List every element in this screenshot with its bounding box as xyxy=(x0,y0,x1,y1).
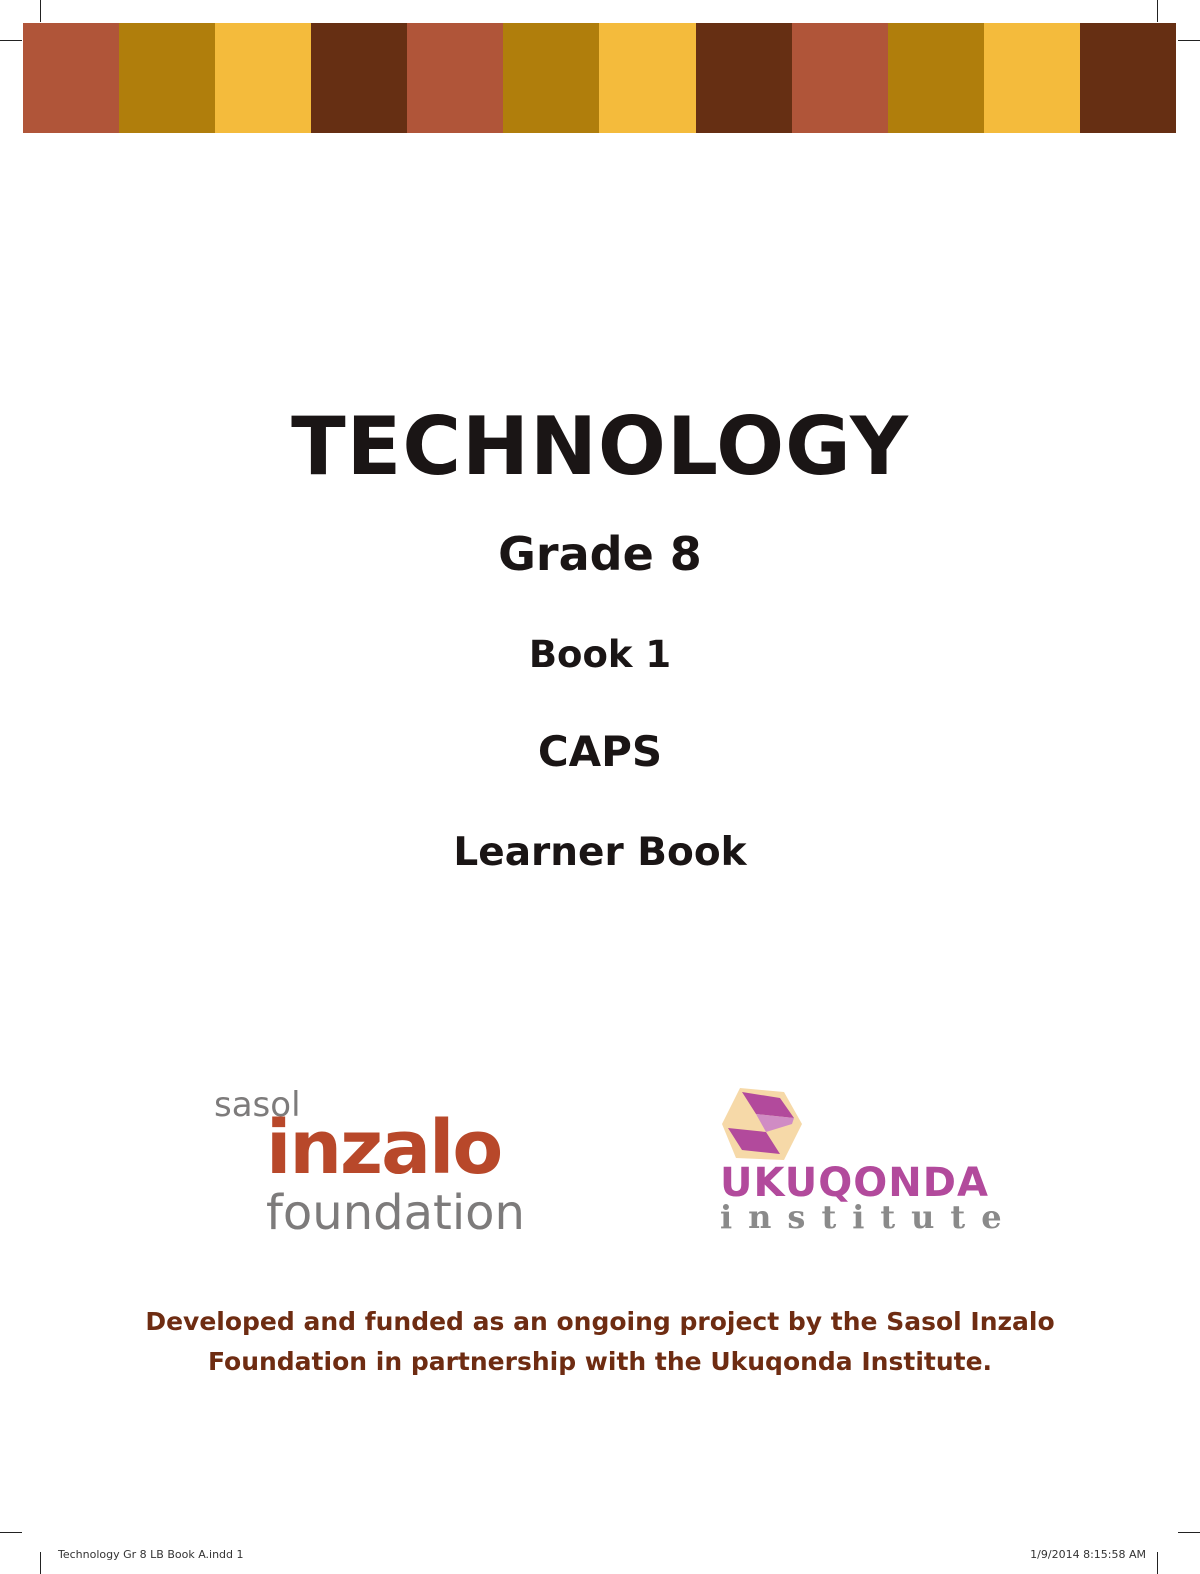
stripe-block xyxy=(696,23,792,133)
crop-mark xyxy=(1178,40,1200,41)
credit-statement xyxy=(100,1302,1100,1382)
foundation-logo-text: foundation xyxy=(266,1185,525,1241)
crop-mark xyxy=(1178,1532,1200,1533)
stripe-block xyxy=(23,23,119,133)
ukuqonda-logo-text: UKUQONDA xyxy=(720,1160,989,1206)
institute-logo-text: institute xyxy=(720,1198,1018,1236)
stripe-block xyxy=(599,23,695,133)
stripe-block xyxy=(503,23,599,133)
inzalo-logo-text: inzalo xyxy=(266,1105,502,1191)
stripe-block xyxy=(792,23,888,133)
cover-title: TECHNOLOGY xyxy=(291,400,909,493)
ukuqonda-mark-icon xyxy=(722,1088,802,1160)
cover-curriculum: CAPS xyxy=(537,727,663,776)
stripe-block xyxy=(215,23,311,133)
crop-mark xyxy=(1157,0,1158,22)
crop-mark xyxy=(0,40,22,41)
print-slug-filename: Technology Gr 8 LB Book A.indd 1 xyxy=(58,1548,244,1561)
credit-line-2: Foundation in partnership with the Ukuqonda Institute. xyxy=(207,1347,993,1376)
sasol-inzalo-logo xyxy=(212,1085,542,1245)
sasol-logo-text: sasol xyxy=(214,1085,301,1125)
stripe-block xyxy=(119,23,215,133)
crop-mark xyxy=(0,1532,22,1533)
crop-mark xyxy=(40,1552,41,1574)
credit-line-1: Developed and funded as an ongoing project by the Sasol Inzalo xyxy=(145,1307,1055,1336)
crop-mark xyxy=(40,0,41,22)
cover-book-type: Learner Book xyxy=(453,830,747,875)
print-slug-timestamp: 1/9/2014 8:15:58 AM xyxy=(1030,1548,1146,1561)
stripe-block xyxy=(888,23,984,133)
cover-grade: Grade 8 xyxy=(498,527,702,581)
ukuqonda-institute-logo xyxy=(720,1088,1018,1238)
stripe-block xyxy=(311,23,407,133)
stripe-block xyxy=(1080,23,1176,133)
stripe-block xyxy=(407,23,503,133)
color-stripe-banner xyxy=(23,23,1176,133)
stripe-block xyxy=(984,23,1080,133)
cover-book-number: Book 1 xyxy=(528,633,672,676)
crop-mark xyxy=(1157,1552,1158,1574)
